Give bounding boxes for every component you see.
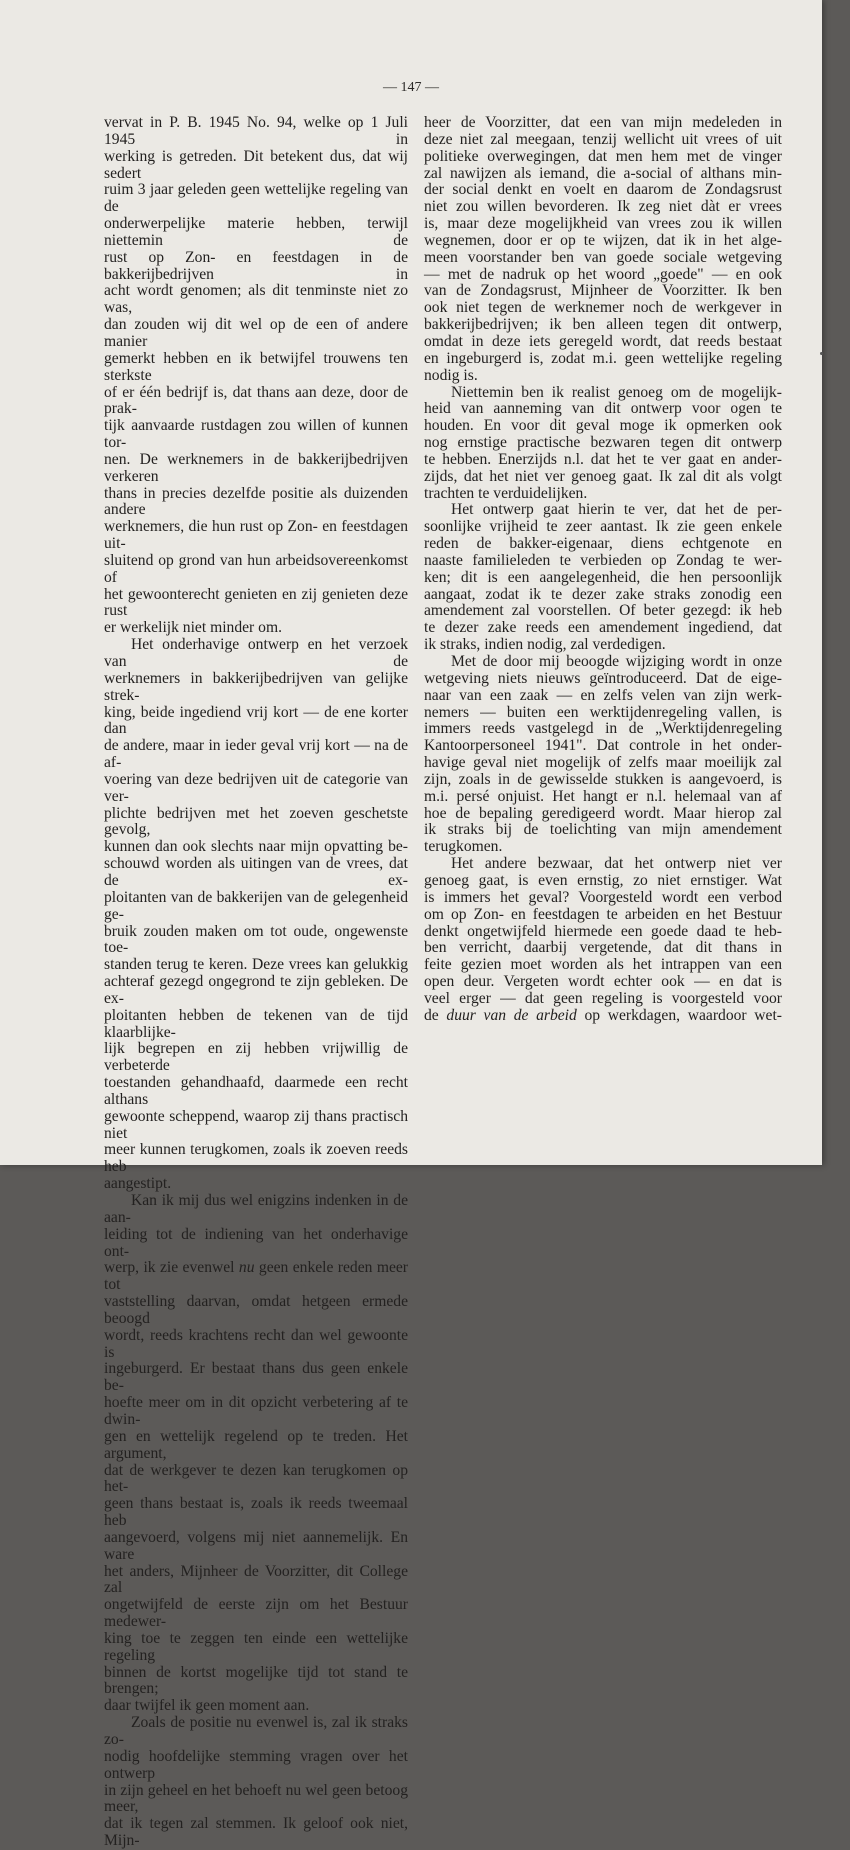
text-line: ik straks bij de toelichting van mijn amendement [424,821,782,839]
text-line: amendement zal voorstellen. Of beter gezegd: ik heb [424,602,782,620]
right-column [424,115,782,1025]
text-line: ongetwijfeld de eerste zijn om het Bestuur medewer- [104,1596,408,1631]
text-line: aangestipt. [104,1175,172,1193]
text-line: omdat in deze iets geregeld wordt, dat reeds bestaat [424,332,782,350]
text-line: m.i. persé onjuist. Het hangt er n.l. helemaal van af [424,787,782,805]
text-line: zijn, zoals in de gewisselde stukken is aangevoerd, is [424,770,782,788]
text-line: heer de Voorzitter, dat een van mijn medeleden in [424,114,782,131]
text-line: daar twijfel ik geen moment aan. [104,1697,310,1715]
text-line: immers reeds vastgelegd in de „Werktijdenregeling [424,720,782,738]
text-line: terugkomen. [424,838,503,856]
text-line: politieke overwegingen, dat men hem met de vinger [424,147,782,165]
text-line: king toe te zeggen ten einde een wettelijke regeling [104,1629,408,1664]
text-line: er werkelijk niet minder om. [104,619,282,637]
text-line: Het onderhavige ontwerp en het verzoek van de [104,636,408,670]
text-line: nodig hoofdelijke stemming vragen over het ontwerp [104,1747,408,1782]
text-line: genoeg gaat, is even ernstig, zo niet ernstiger. Wat [424,871,782,889]
text-line: de duur van de arbeid op werkdagen, waardoor wet- [424,1006,782,1024]
text-line: rust op Zon- en feestdagen in de bakkerijbedrijven in [104,248,408,283]
text-line: dat ik tegen zal stemmen. Ik geloof ook niet, Mijn- [104,1815,408,1850]
text-line: toestanden gehandhaafd, daarmede een recht althans [104,1074,408,1108]
text-line: nemers — buiten een werktijdenregeling vallen, is [424,703,782,721]
text-line: nodig is. [424,366,478,384]
text-line: om op Zon- en feestdagen te arbeiden en het Bestuur [424,905,782,923]
text-line: trachten te verduidelijken. [424,484,588,502]
text-line: ook niet tegen de werknemer noch de werkgever in [424,299,782,317]
text-line: het anders, Mijnheer de Voorzitter, dit College zal [104,1562,408,1597]
text-line: plichte bedrijven met het zoeven geschetste gevolg, [104,804,408,839]
text-line: is, maar deze mogelijkheid van vrees zou ik willen [424,215,782,233]
text-line: ruim 3 jaar geleden geen wettelijke regeling van de [104,181,408,216]
text-line: soonlijke vrijheid te zeer aantast. Ik zie geen enkele [424,518,782,536]
text-line: te dezer zake reeds een amendement ingediend, dat [424,619,782,637]
text-line: lijk begrepen en zij hebben vrijwillig de verbeterde [104,1040,408,1075]
text-line: in zijn geheel en het behoeft nu wel geen betoog meer, [104,1781,408,1816]
text-line: kunnen dan ook slechts naar mijn opvatting be- [104,838,408,856]
speck-mark [820,352,823,355]
text-line: dan zouden wij dit wel op de een of andere manier [104,316,408,350]
text-line: heid van aanneming van dit ontwerp voor ogen te [424,400,782,418]
text-line: ingeburgerd. Er bestaat thans dus geen enkele be- [104,1360,408,1395]
text-line: Het ontwerp gaat hierin te ver, dat het de per- [451,501,782,519]
text-line: aangaat, zodat ik te dezer zake straks zonodig een [424,585,782,603]
text-line: wetgeving niets nieuws geïntroduceerd. Dat de eige- [424,669,782,687]
text-line: Zoals de positie nu evenwel is, zal ik straks zo- [104,1714,408,1748]
text-line: van de Zondagsrust, Mijnheer de Voorzitter. Ik ben [424,282,782,300]
text-line: acht wordt genomen; als dit tenminste niet zo was, [104,282,408,317]
text-line: houden. En voor dit geval moge ik opmerken ook [424,417,782,435]
text-line: ploitanten van de bakkerijen van de gelegenheid ge- [104,888,408,923]
text-line: tijk aanvaarde rustdagen zou willen of kunnen tor- [104,417,408,452]
text-line: werking is getreden. Dit betekent dus, dat wij sedert [104,147,408,182]
text-line: en ingeburgerd is, zodat m.i. geen wettelijke regeling [424,349,782,367]
text-line: thans in precies dezelfde positie als duizenden andere [104,484,408,519]
text-line: feite gezien moet worden als het intrappen van een [424,956,782,974]
text-line: hoe de bepaling geredigeerd wordt. Maar hierop zal [424,804,782,822]
text-line: werknemers, die hun rust op Zon- en feestdagen uit- [104,518,408,553]
text-line: naar van een zaak — en zelfs velen van zijn werk- [424,686,782,704]
text-line: wegnemen, door er op te wijzen, dat ik in het alge- [424,231,782,249]
text-line: achteraf gezegd ongegrond te zijn gebleken. De ex- [104,973,408,1007]
text-line: sluitend op grond van hun arbeidsovereenkomst of [104,551,408,586]
text-line: gemerkt hebben en ik betwijfel trouwens ten sterkste [104,349,408,384]
page-number: — 147 — [383,80,439,95]
text-line: veel erger — dat geen regeling is voorgesteld voor [424,989,782,1007]
text-line: is immers het geval? Voorgesteld wordt een verbod [424,888,782,906]
text-line: bruik zouden maken om tot oude, ongewenste toe- [104,922,408,957]
text-line: standen terug te keren. Deze vrees kan gelukkig [104,956,408,974]
text-line: dat de werkgever te dezen kan terugkomen op het- [104,1461,408,1496]
text-line: zal nawijzen als iemand, die a-social of althans min- [424,164,782,182]
text-line: deze niet zal meegaan, tenzij wellicht uit vrees of uit [424,130,782,148]
text-line: gen en wettelijk regelend op te treden. Het argument, [104,1427,408,1462]
text-line: Niettemin ben ik realist genoeg om de mogelijk- [451,383,782,401]
text-line: gewoonte scheppend, waarop zij thans practisch niet [104,1107,408,1142]
text-line: te hebben. Enerzijds n.l. dat het te ver gaat en ander- [424,450,782,468]
text-line: voering van deze bedrijven uit de categorie van ver- [104,770,408,805]
text-line: Kantoorpersoneel 1941". Dat controle in het onder- [424,737,782,755]
text-line: ik straks, indien nodig, zal verdedigen. [424,636,666,654]
left-column [104,115,408,1850]
text-line: der social denkt en voelt en daarom de Zondagsrust [424,181,782,199]
text-line: meen voorstander ben van goede sociale wetgeving [424,248,782,266]
text-line: nog ernstige practische bezwaren tegen dit ontwerp [424,434,782,452]
text-line: nen. De werknemers in de bakkerijbedrijven verkeren [104,450,408,485]
text-line: werknemers in bakkerijbedrijven van gelijke strek- [104,669,408,704]
text-line: aangevoerd, volgens mij niet aannemelijk. En ware [104,1528,408,1563]
text-line: ben verricht, daarbij vergetende, dat dit thans in [424,939,782,957]
text-line: onderwerpelijke materie hebben, terwijl niettemin de [104,215,408,249]
text-line: havige geval niet mogelijk of zelfs maar moeilijk zal [424,754,782,772]
text-line: hoefte meer om in dit opzicht verbetering af te dwin- [104,1394,408,1428]
text-line: meer kunnen terugkomen, zoals ik zoeven reeds heb [104,1141,408,1176]
text-line: geen thans bestaat is, zoals ik reeds tweemaal heb [104,1495,408,1530]
text-line: ken; dit is een aangelegenheid, die hen persoonlijk [424,568,782,586]
text-line: binnen de kortst mogelijke tijd tot stand te brengen; [104,1663,408,1698]
text-line: bakkerijbedrijven; ik ben alleen tegen dit ontwerp, [424,316,782,334]
text-line: zijds, dat het niet ver genoeg gaat. Ik zal dit als volgt [424,467,782,485]
text-line: Het andere bezwaar, dat het ontwerp niet ver [451,855,782,873]
text-line: vaststelling daarvan, omdat hetgeen ermede beoogd [104,1293,408,1327]
text-line: Met de door mij beoogde wijziging wordt in onze [451,653,782,670]
text-line: werp, ik zie evenwel nu geen enkele reden meer tot [104,1259,408,1294]
text-line: ploitanten hebben de tekenen van de tijd klaarblijke- [104,1006,408,1041]
text-line: denkt ongetwijfeld hiermede een goede daad te heb- [424,922,782,940]
text-line: wordt, reeds krachtens recht dan wel gewoonte is [104,1326,408,1361]
text-line: king, beide ingediend vrij kort — de ene korter dan [104,703,408,738]
text-line: schouwd worden als uitingen van de vrees, dat de ex- [104,855,408,889]
text-line: het gewoonterecht genieten en zij genieten deze rust [104,585,408,620]
emphasis: duur van de arbeid [446,1006,577,1024]
text-line: naaste familieleden te verbieden op Zondag te wer- [424,551,782,569]
text-line: of er één bedrijf is, dat thans aan deze, door de prak- [104,383,408,418]
text-line: leiding tot de indiening van het onderhavige ont- [104,1225,408,1260]
text-line: de andere, maar in ieder geval vrij kort — na de af- [104,737,408,772]
text-line: open deur. Vergeten wordt echter ook — en dat is [424,973,782,991]
text-line: reden de bakker-eigenaar, diens echtgenote en [424,535,782,553]
text-line: vervat in P. B. 1945 No. 94, welke op 1 Juli 1945 in [104,114,408,148]
text-line: Kan ik mij dus wel enigzins indenken in de aan- [104,1192,408,1226]
emphasis: nu [238,1259,255,1277]
text-line: niet zou willen bevorderen. Ik zeg niet dàt er vrees [424,198,782,216]
text-line: — met de nadruk op het woord „goede" — en ook [424,265,782,283]
